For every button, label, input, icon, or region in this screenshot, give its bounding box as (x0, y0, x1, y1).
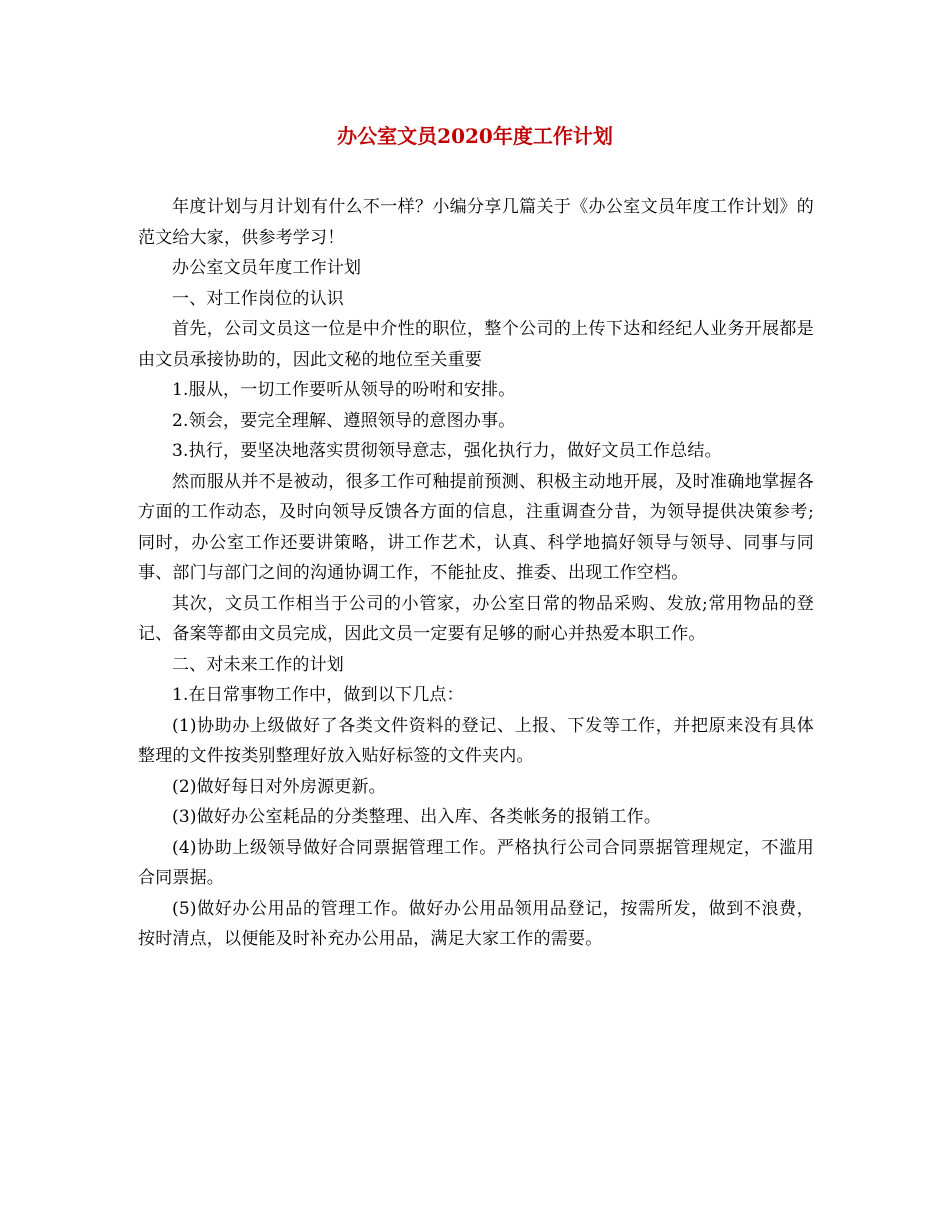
document-title: 办公室文员2020年度工作计划 (337, 124, 613, 148)
sub-list-item: (4)协助上级领导做好合同票据管理工作。严格执行公司合同票据管理规定，不滥用合同票据。 (138, 837, 814, 888)
section-heading-1: 一、对工作岗位的认识 (172, 288, 344, 309)
document-body (138, 192, 814, 955)
list-item: 2.领会，要完全理解、遵照领导的意图办事。 (172, 410, 516, 431)
section-heading-2: 二、对未来工作的计划 (172, 654, 344, 675)
paragraph-subtitle: 办公室文员年度工作计划 (172, 258, 362, 278)
list-item: 1.服从，一切工作要听从领导的吩咐和安排。 (172, 380, 516, 400)
list-item: 3.执行，要坚决地落实贯彻领导意志，强化执行力，做好文员工作总结。 (172, 441, 722, 461)
paragraph-intro: 年度计划与月计划有什么不一样？小编分享几篇关于《办公室文员年度工作计划》的范文给大家，供参考学习！ (138, 197, 814, 248)
paragraph: 首先，公司文员这一位是中介性的职位，整个公司的上传下达和经纪人业务开展都是由文员承接协助的，因此文秘的地位至关重要 (138, 319, 814, 370)
sub-list-item: (5)做好办公用品的管理工作。做好办公用品领用品登记，按需所发，做到不浪费，按时清点，以便能及时补充办公用品，满足大家工作的需要。 (138, 898, 814, 949)
sub-list-item: (2)做好每日对外房源更新。 (172, 776, 386, 797)
list-item: 1.在日常事物工作中，做到以下几点： (172, 685, 464, 705)
paragraph: 其次，文员工作相当于公司的小管家，办公室日常的物品采购、发放;常用物品的登记、备案等都由文员完成，因此文员一定要有足够的耐心并热爱本职工作。 (138, 593, 814, 644)
paragraph: 然而服从并不是被动，很多工作可釉提前预测、积极主动地开展，及时准确地掌握各方面的工作动态，及时向领导反馈各方面的信息，注重调查分昔，为领导提供决策参考;同时，办公室工作还要讲策略，讲工作艺术，认真、科学地搞好领导与领导、同事与同事、部门与部门之间的沟通协调工作，不能扯皮、推委、出现工作空档。 (138, 471, 814, 583)
sub-list-item: (3)做好办公室耗品的分类整理、出入库、各类帐务的报销工作。 (172, 807, 662, 827)
sub-list-item: (1)协助办上级做好了各类文件资料的登记、上报、下发等工作，并把原来没有具体整理的文件按类别整理好放入贴好标签的文件夹内。 (138, 715, 814, 766)
